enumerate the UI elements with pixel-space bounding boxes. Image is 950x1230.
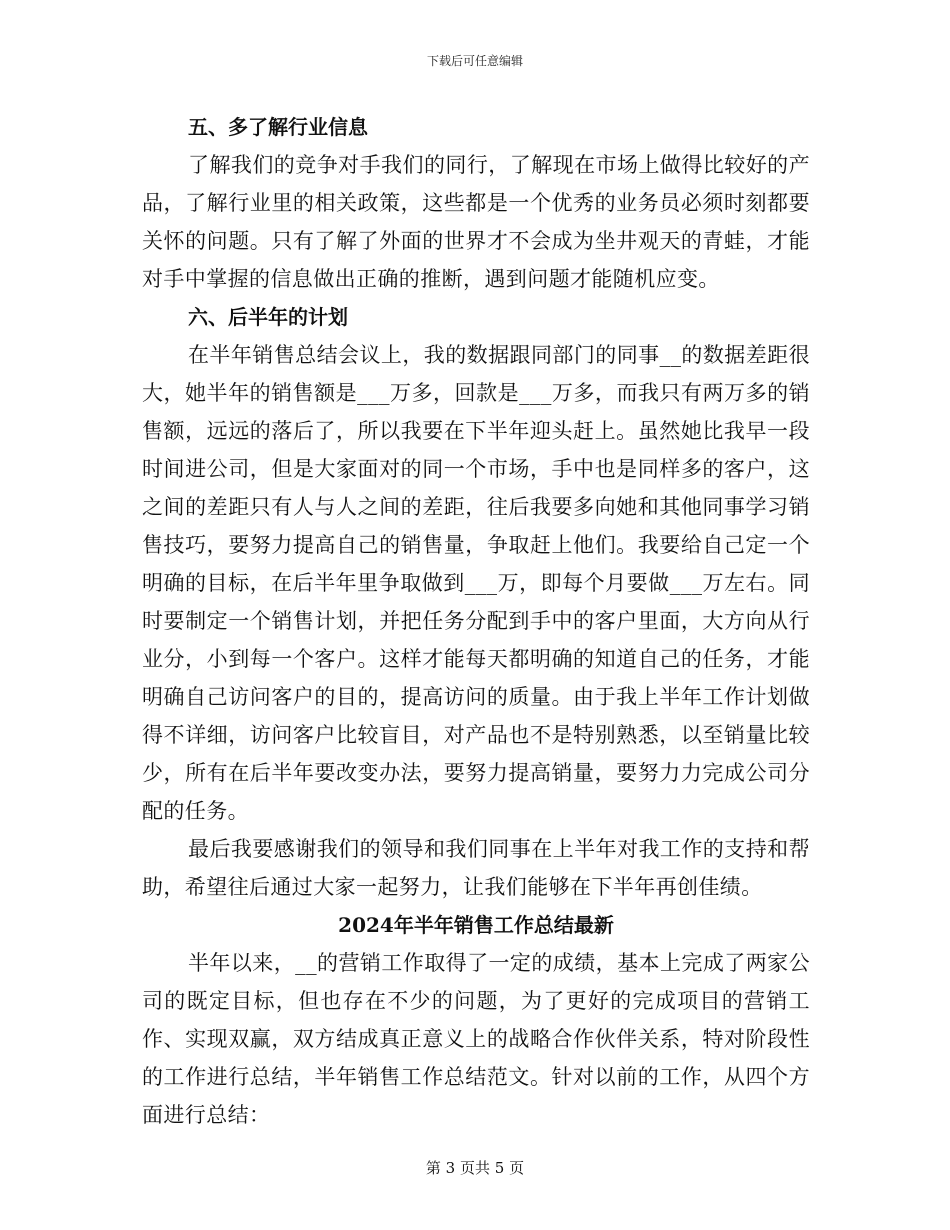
section-heading-industry-info: 五、多了解行业信息 <box>188 115 368 139</box>
paragraph-article-intro: 半年以来，__的营销工作取得了一定的成绩，基本上完成了两家公司的既定目标，但也存在不少的问题，为了更好的完成项目的营销工作、实现双赢，双方结成真正意义上的战略合作伙伴关系，特对阶段性的工作进行总结，半年销售工作总结范文。针对以前的工作，从四个方面进行总结： <box>142 951 810 1127</box>
article-title: 2024年半年销售工作总结最新 <box>338 913 614 937</box>
page-number: 第 3 页共 5 页 <box>425 1159 525 1177</box>
section-heading-second-half-plan: 六、后半年的计划 <box>188 305 348 329</box>
paragraph-thanks: 最后我要感谢我们的领导和我们同事在上半年对我工作的支持和帮助，希望往后通过大家一起努力，让我们能够在下半年再创佳绩。 <box>142 837 810 899</box>
paragraph-second-half-plan: 在半年销售总结会议上，我的数据跟同部门的同事__的数据差距很大，她半年的销售额是___万多，回款是___万多，而我只有两万多的销售额，远远的落后了，所以我要在下半年迎头赶上。虽然她比我早一段时间进公司，但是大家面对的同一个市场，手中也是同样多的客户，这之间的差距只有人与人之间的差距，往后我要多向她和其他同事学习销售技巧，要努力提高自己的销售量，争取赶上他们。我要给自己定一个明确的目标，在后半年里争取做到___万，即每个月要做___万左右。同时要制定一个销售计划，并把任务分配到手中的客户里面，大方向从行业分，小到每一个客户。这样才能每天都明确的知道自己的任务，才能明确自己访问客户的目的，提高访问的质量。由于我上半年工作计划做得不详细，访问客户比较盲目，对产品也不是特别熟悉，以至销量比较少，所有在后半年要改变办法，要努力提高销量，要努力力完成公司分配的任务。 <box>142 343 810 823</box>
paragraph-industry-info: 了解我们的竞争对手我们的同行，了解现在市场上做得比较好的产品，了解行业里的相关政策，这些都是一个优秀的业务员必须时刻都要关怀的问题。只有了解了外面的世界才不会成为坐井观天的青蛙，才能对手中掌握的信息做出正确的推断，遇到问题才能随机应变。 <box>142 153 810 291</box>
page-header: 下载后可任意编辑 <box>426 54 523 68</box>
document-body <box>142 108 810 1134</box>
